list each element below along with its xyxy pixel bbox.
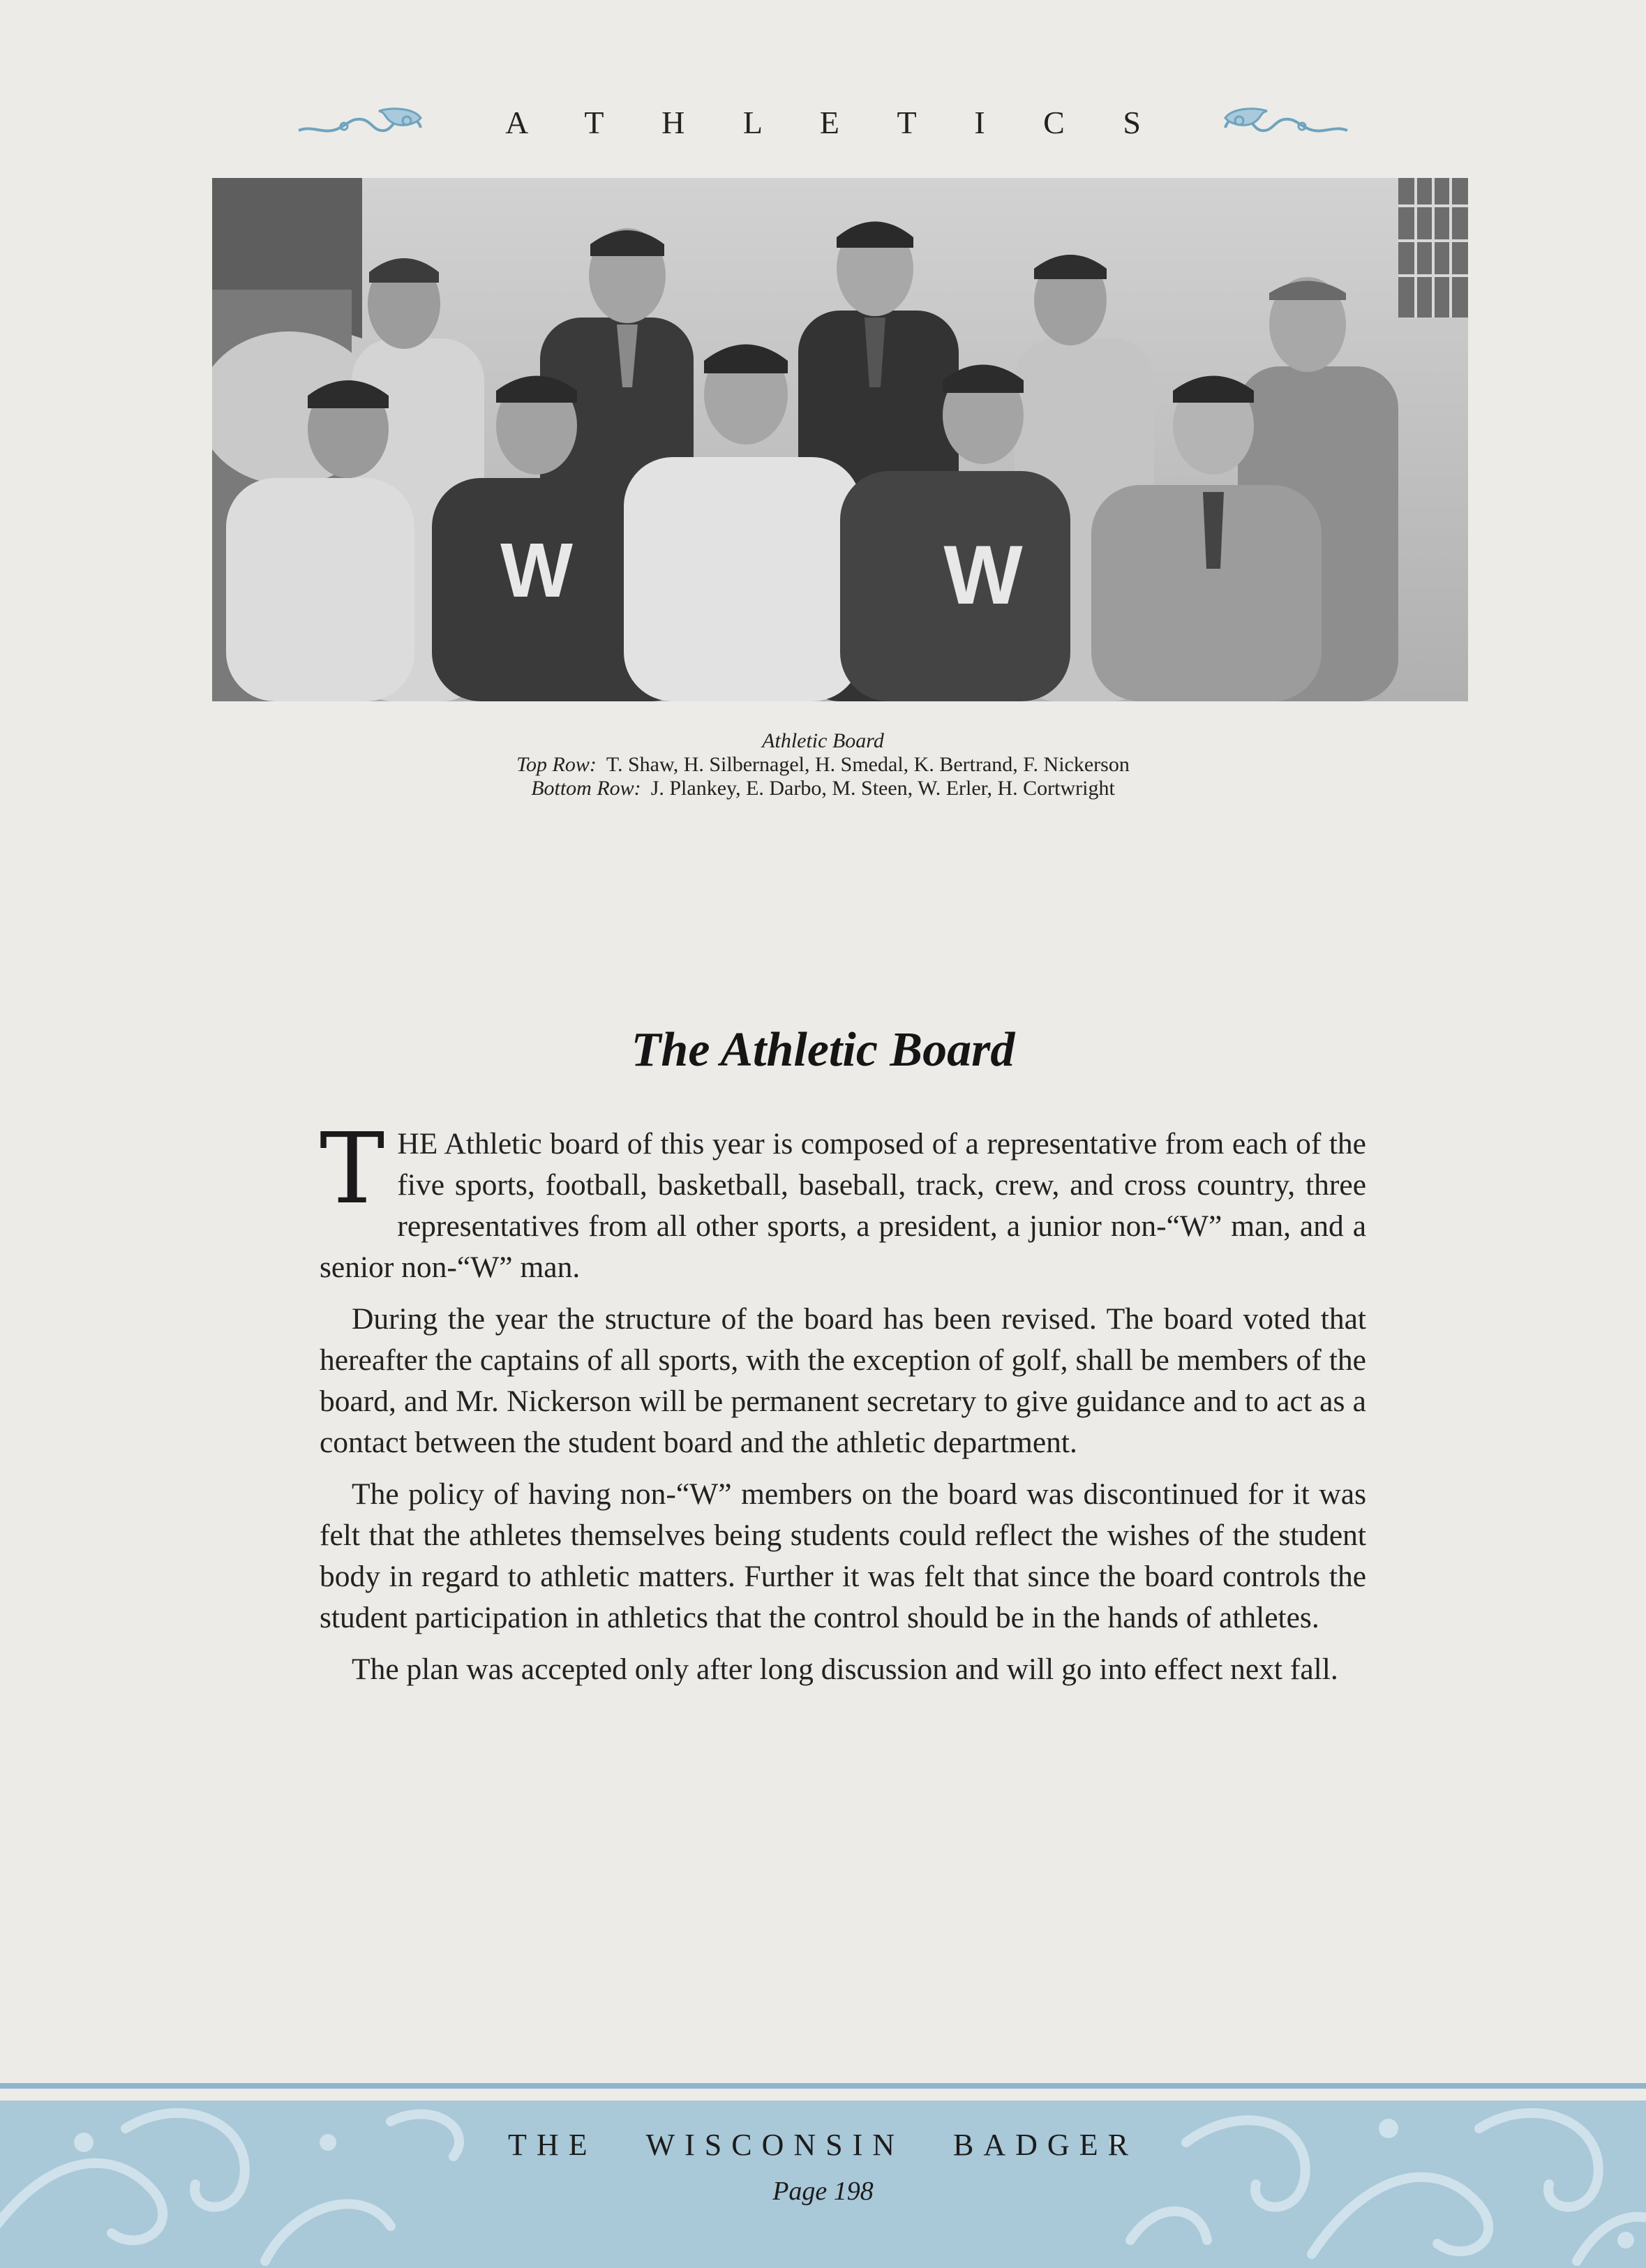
paragraph-2: During the year the structure of the board has been revised. The board voted that hereafter the captains of all sports, with the exception of golf, shall be members of the board, and Mr. Nickerson will be permanent secretary to give guidance and to act as a contact between the student board and the athletic department.	[320, 1302, 1366, 1459]
page-number: Page 198	[772, 2177, 874, 2206]
section-title: A T H L E T I C S	[505, 104, 1166, 140]
group-photo	[212, 178, 1468, 701]
scroll-ornament-icon	[295, 104, 424, 140]
paragraph-4: The plan was accepted only after long discussion and will go into effect next fall.	[352, 1652, 1338, 1686]
top-row-names: T. Shaw, H. Silbernagel, H. Smedal, K. Bertrand, F. Nickerson	[606, 753, 1130, 776]
publication-title	[0, 2127, 1646, 2163]
footer-word-wisconsin: WISCONSIN	[645, 2128, 905, 2162]
footer-rule	[0, 2083, 1646, 2089]
group-photo-icon	[212, 178, 1468, 701]
page-footer	[0, 2101, 1646, 2268]
svg-text:W: W	[943, 528, 1023, 622]
svg-text:W: W	[500, 528, 573, 613]
paragraph-1	[320, 1112, 1366, 1288]
drop-cap: T	[320, 1112, 385, 1226]
page-header	[0, 98, 1646, 147]
footer-word-badger: BADGER	[953, 2128, 1138, 2162]
caption-bottom-row	[0, 777, 1646, 800]
photo-caption	[0, 729, 1646, 800]
bottom-row-label: Bottom Row:	[531, 777, 641, 800]
article-title: The Athletic Board	[631, 1023, 1015, 1077]
paragraph-1-text: HE Athletic board of this year is composed of a representative from each of the five sports, football, basketball, baseball, track, crew, and cross country, three representatives from all other sports, a president, a junior non-“W” man, and a senior non-“W” man.	[320, 1127, 1366, 1284]
caption-top-row	[0, 753, 1646, 777]
footer-word-the: THE	[508, 2128, 597, 2162]
scroll-ornament-icon	[1222, 104, 1351, 140]
article-body	[320, 1112, 1366, 1701]
caption-title: Athletic Board	[762, 729, 884, 752]
top-row-label: Top Row:	[516, 753, 597, 776]
bottom-row-names: J. Plankey, E. Darbo, M. Steen, W. Erler, H. Cortwright	[650, 777, 1115, 800]
paragraph-3: The policy of having non-“W” members on the board was discontinued for it was felt that the athletes themselves being students could reflect the wishes of the student body in regard to athletic matters. Further it was felt that since the board controls the student participation in athletics that the control should be in the hands of athletes.	[320, 1477, 1366, 1634]
